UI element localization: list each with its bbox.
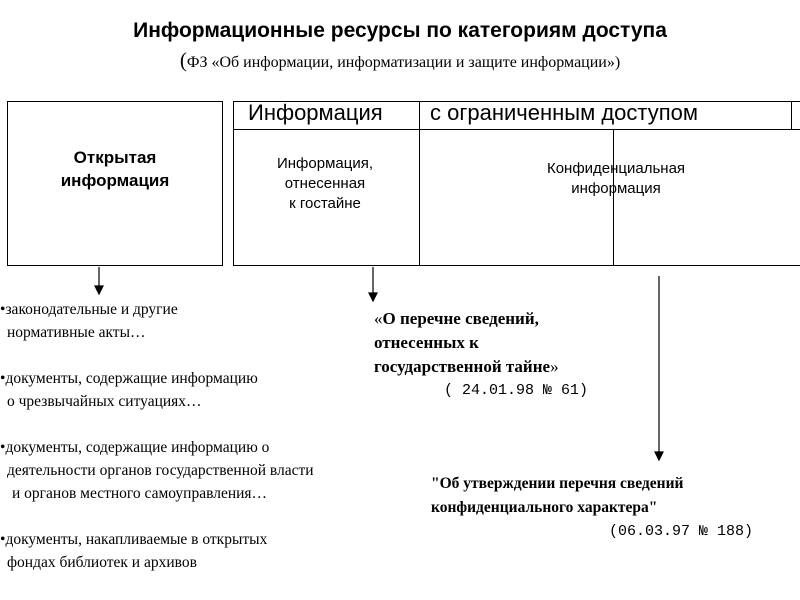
state-secret-line: Информация,: [276, 155, 373, 172]
law-line: [374, 355, 674, 379]
list-item-line: •документы, содержащие информацию о: [0, 439, 270, 456]
list-item-text: документы, содержащие информацию о: [5, 439, 270, 456]
confidential-law: [431, 472, 800, 544]
list-item-line: •документы, содержащие информацию: [0, 370, 258, 387]
state-secret-law: [374, 307, 674, 403]
restricted-header-right: с ограниченным доступом: [430, 100, 698, 125]
list-item: [0, 367, 420, 413]
list-item: [0, 528, 420, 574]
list-item-text: документы, накапливаемые в открытых: [5, 531, 268, 548]
list-item-line: деятельности органов государственной власти: [7, 462, 314, 479]
list-item: [0, 436, 420, 505]
law-text: государственной тайне: [374, 357, 551, 376]
list-item-line: о чрезвычайных ситуациях…: [7, 393, 202, 410]
page-title: Информационные ресурсы по категориям доступа: [133, 19, 667, 42]
law-date: ( 24.01.98 № 61): [444, 382, 589, 399]
open-arrow-head: [95, 286, 103, 294]
restricted-header-left: Информация: [248, 100, 383, 125]
confidential-line: информация: [571, 180, 661, 197]
law-date: (06.03.97 № 188): [609, 523, 754, 540]
law-line: [374, 307, 674, 331]
list-item-text: документы, содержащие информацию: [5, 370, 258, 387]
list-item-line: и органов местного самоуправления…: [12, 485, 268, 502]
open-info-label-line1: Открытая: [73, 148, 157, 167]
law-close-quote: »: [550, 357, 559, 376]
law-text: О перечне сведений,: [382, 309, 539, 328]
list-item-text: законодательные и другие: [5, 301, 178, 318]
open-info-list: [0, 298, 420, 597]
state-secret-line: к гостайне: [289, 195, 361, 212]
confidential-line: Конфиденциальная: [546, 160, 686, 177]
list-item-line: •документы, накапливаемые в открытых: [0, 531, 268, 548]
list-item-line: •законодательные и другие: [0, 301, 178, 318]
law-open-quote: «: [374, 309, 383, 328]
law-line: "Об утверждении перечня сведений: [431, 475, 684, 492]
law-line: отнесенных к: [374, 333, 479, 352]
open-info-label-line2: информация: [60, 171, 170, 190]
state-secret-line: отнесенная: [284, 175, 366, 192]
subtitle-paren: (: [179, 48, 187, 72]
subtitle-text: ФЗ «Об информации, информатизации и защите информации»): [186, 54, 621, 71]
list-item-line: фондах библиотек и архивов: [7, 554, 197, 571]
list-item-line: нормативные акты…: [7, 324, 146, 341]
confidential-arrow-head: [655, 452, 663, 460]
list-item: [0, 298, 420, 344]
law-line: конфиденциального характера": [431, 499, 658, 516]
